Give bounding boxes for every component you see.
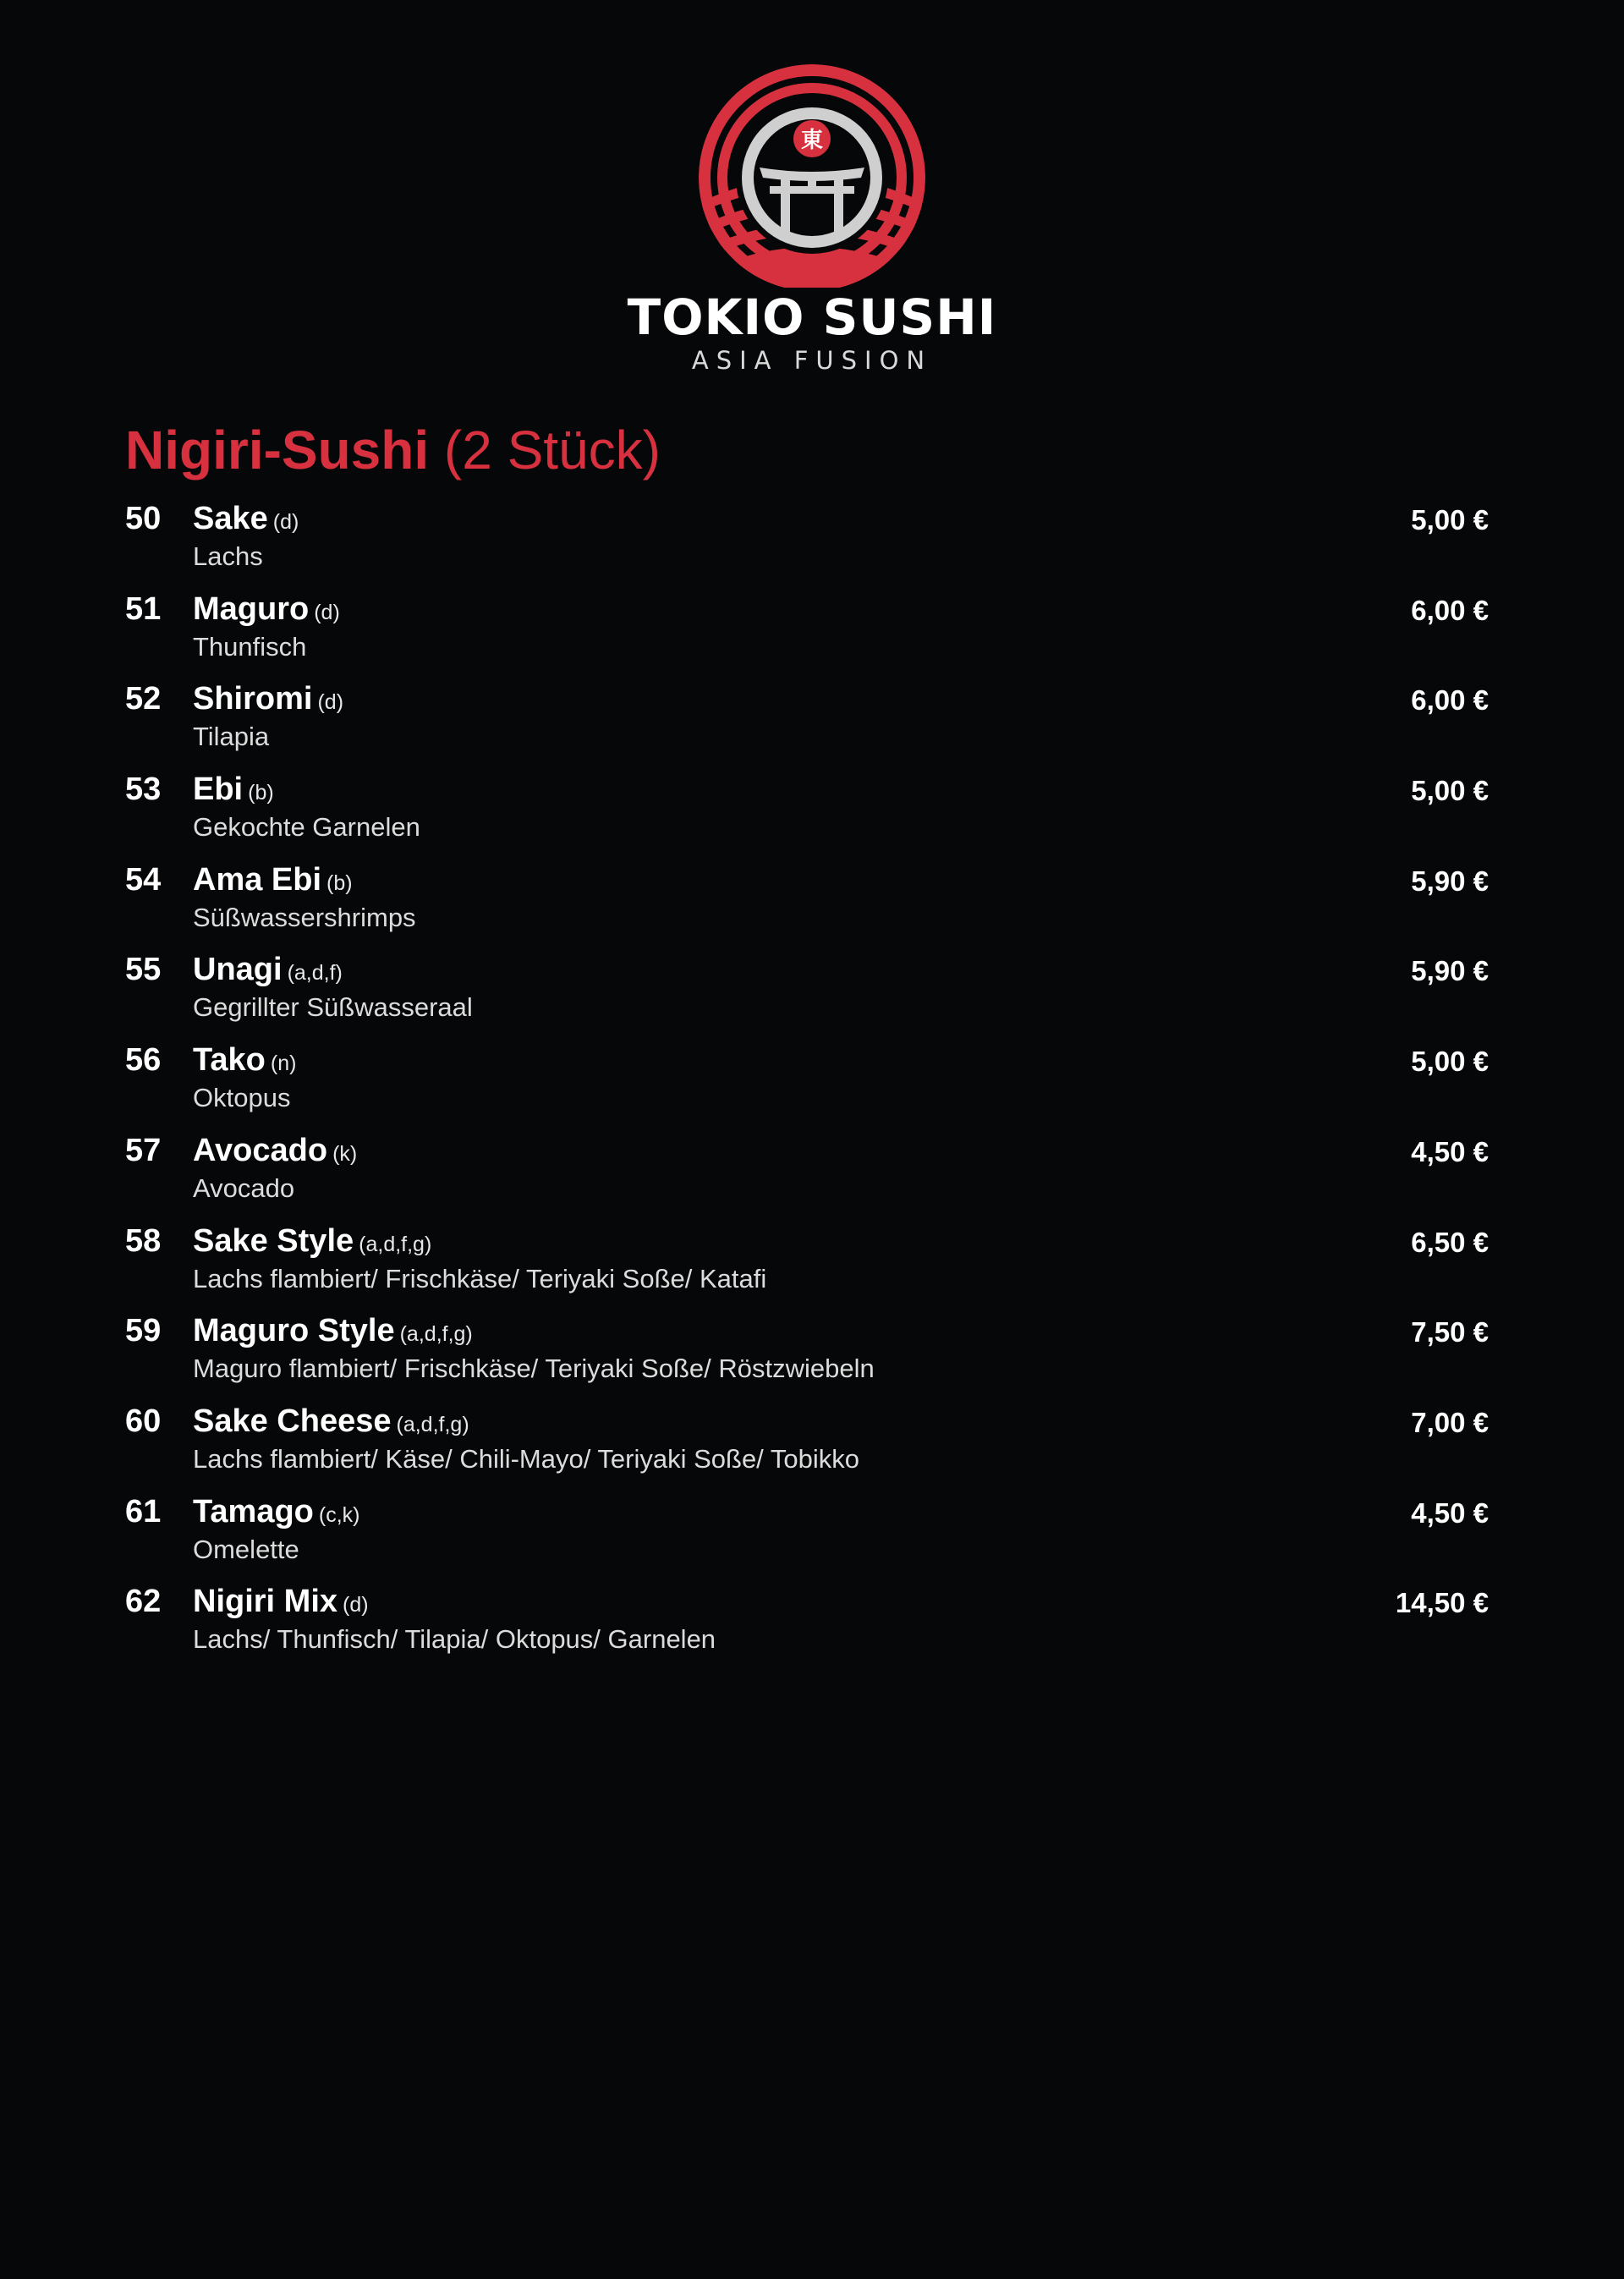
item-name: Unagi <box>193 952 283 988</box>
section-title-sub: (2 Stück) <box>443 420 661 481</box>
item-allergens: (a,d,f) <box>287 961 343 986</box>
item-description: Lachs flambiert/ Käse/ Chili-Mayo/ Teriyaki Soße/ Tobikko <box>193 1443 859 1474</box>
item-name: Avocado <box>193 1132 328 1168</box>
item-name: Tamago <box>193 1493 314 1529</box>
item-allergens: (a,d,f,g) <box>359 1232 432 1256</box>
item-name: Tako <box>193 1042 266 1079</box>
item-price: 6,50 € <box>1411 1226 1489 1258</box>
brand-logo <box>0 59 1624 373</box>
item-number: 54 <box>125 861 162 898</box>
torii-emblem-icon <box>694 59 930 288</box>
item-allergens: (b) <box>248 781 274 805</box>
item-price: 5,90 € <box>1411 955 1489 987</box>
menu-item <box>125 1039 1489 1129</box>
item-number: 60 <box>125 1403 162 1439</box>
item-price: 5,00 € <box>1411 504 1489 535</box>
item-allergens: (b) <box>326 870 353 895</box>
item-price: 7,00 € <box>1411 1406 1489 1438</box>
item-price: 7,50 € <box>1411 1316 1489 1348</box>
item-allergens: (d) <box>343 1593 369 1617</box>
brand-name: TOKIO SUSHI <box>627 288 997 346</box>
item-allergens: (k) <box>332 1141 358 1166</box>
menu-item <box>125 588 1489 678</box>
item-name: Shiromi <box>193 681 313 717</box>
item-description: Oktopus <box>193 1083 291 1113</box>
menu-item <box>125 678 1489 768</box>
menu-item <box>125 497 1489 588</box>
item-number: 55 <box>125 952 162 988</box>
item-name: Sake Cheese <box>193 1403 392 1439</box>
item-number: 50 <box>125 501 162 536</box>
item-description: Gegrillter Süßwasseraal <box>193 992 473 1023</box>
item-allergens: (a,d,f,g) <box>396 1412 469 1436</box>
emblem-glyph: 東 <box>800 128 824 153</box>
item-number: 57 <box>125 1132 162 1168</box>
item-number: 62 <box>125 1584 162 1620</box>
item-price: 5,00 € <box>1411 775 1489 807</box>
item-name: Sake <box>193 501 268 536</box>
brand-tagline: ASIA FUSION <box>691 346 933 375</box>
item-name: Maguro <box>193 590 310 627</box>
item-number: 59 <box>125 1313 162 1349</box>
item-price: 4,50 € <box>1411 1135 1489 1167</box>
menu-list <box>125 497 1489 1671</box>
menu-item <box>125 1129 1489 1220</box>
item-description: Lachs <box>193 541 263 571</box>
menu-item <box>125 859 1489 949</box>
item-number: 52 <box>125 681 162 717</box>
item-number: 56 <box>125 1042 162 1079</box>
item-description: Tilapia <box>193 722 270 752</box>
item-price: 4,50 € <box>1411 1496 1489 1529</box>
item-description: Omelette <box>193 1534 299 1564</box>
item-description: Maguro flambiert/ Frischkäse/ Teriyaki Soße/ Röstzwiebeln <box>193 1354 875 1384</box>
item-description: Gekochte Garnelen <box>193 812 420 843</box>
item-name: Sake Style <box>193 1222 354 1259</box>
item-price: 6,00 € <box>1411 594 1489 626</box>
item-description: Lachs/ Thunfisch/ Tilapia/ Oktopus/ Garnelen <box>193 1624 716 1655</box>
item-price: 5,90 € <box>1411 865 1489 897</box>
item-price: 6,00 € <box>1411 684 1489 717</box>
item-number: 53 <box>125 772 162 808</box>
section-title <box>125 420 661 481</box>
menu-item <box>125 1220 1489 1310</box>
item-name: Maguro Style <box>193 1313 395 1349</box>
item-allergens: (c,k) <box>318 1502 360 1527</box>
menu-item <box>125 1580 1489 1671</box>
menu-item <box>125 1310 1489 1400</box>
item-name: Ama Ebi <box>193 861 322 898</box>
item-name: Nigiri Mix <box>193 1584 338 1620</box>
item-number: 51 <box>125 590 162 627</box>
item-description: Thunfisch <box>193 631 307 662</box>
item-allergens: (d) <box>272 510 299 534</box>
item-price: 14,50 € <box>1395 1587 1489 1619</box>
item-allergens: (n) <box>270 1052 297 1076</box>
item-number: 58 <box>125 1222 162 1259</box>
item-description: Lachs flambiert/ Frischkäse/ Teriyaki Soße/ Katafi <box>193 1263 767 1293</box>
menu-item <box>125 1400 1489 1491</box>
item-description: Avocado <box>193 1172 295 1203</box>
item-allergens: (d) <box>314 600 340 624</box>
item-description: Süßwassershrimps <box>193 902 416 932</box>
item-allergens: (d) <box>317 690 344 715</box>
item-price: 5,00 € <box>1411 1046 1489 1078</box>
menu-item <box>125 768 1489 859</box>
menu-item <box>125 948 1489 1039</box>
item-allergens: (a,d,f,g) <box>399 1322 473 1347</box>
section-title-main: Nigiri-Sushi <box>125 420 430 481</box>
item-name: Ebi <box>193 772 244 808</box>
item-number: 61 <box>125 1493 162 1529</box>
menu-item <box>125 1491 1489 1581</box>
